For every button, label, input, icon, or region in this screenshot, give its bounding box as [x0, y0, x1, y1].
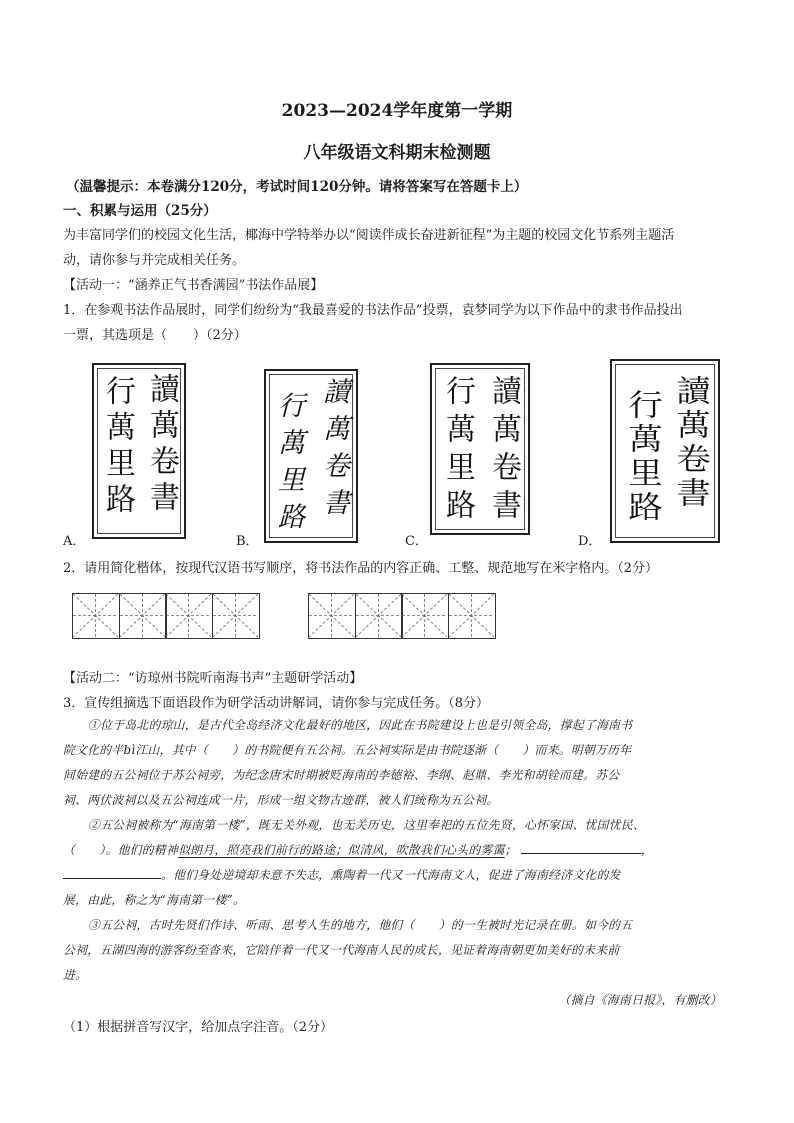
calligraphy-b-right-text: 讀萬卷書: [318, 377, 349, 525]
passage3-line2: 公祠，五湖四海的游客纷至沓来，它陪伴着一代又一代海南人民的成长，见证着海南朝更加美好的未来前: [63, 943, 620, 957]
question3-text: 3．宣传组摘选下面语段作为研学活动讲解词，请你参与完成任务。（8分）: [63, 696, 490, 711]
calligraphy-d-right-column: [669, 375, 710, 511]
passage2-line3-text: 。他们身处逆境却未意不失志，熏陶着一代又一代海南文人，促进了海南经济文化的发: [161, 868, 621, 882]
mizi-cell[interactable]: [72, 593, 120, 639]
passage2-line2: [63, 841, 653, 858]
mizi-cell[interactable]: [165, 593, 213, 639]
passage2-line3: [63, 866, 621, 883]
calligraphy-card-b: [264, 369, 358, 543]
calligraphy-c-left-column: [440, 375, 475, 527]
option-d-label: D．: [578, 534, 602, 549]
passage2-line2-semicolon: ；: [504, 843, 517, 857]
option-a-label: A．: [63, 534, 86, 549]
section1-intro-line1: 为丰富同学们的校园文化生活，椰海中学特举办以“阅读伴成长奋进新征程”为主题的校园文化节系列主题活: [63, 228, 675, 243]
passage-source: （摘自《海南日报》，有删改）: [558, 993, 722, 1007]
mizi-cell[interactable]: [355, 593, 403, 639]
question2-text: 2．请用简化楷体，按现代汉语书写顺序，将书法作品的内容正确、工整、规范地写在米字格内。（2分）: [63, 561, 659, 576]
calligraphy-a-left-column: [100, 375, 135, 519]
passage2-underlined-sentence: 似朗月，照亮我们前行的路途；似清风，吹散我们心头的雾霭: [178, 843, 505, 857]
passage2-line1: ②五公祠被称为“海南第一楼”，既无关外观，也无关历史，这里奉祀的五位先贤，心怀家国、忧国忧民、: [88, 818, 646, 832]
passage1-line1: ①位于岛北的琼山，是古代全岛经济文化最好的地区，因此在书院建设上也是引领全岛，撑起了海南书: [88, 718, 633, 732]
passage1-line4: 祠、两伏波祠以及五公祠连成一片，形成一组文物古迹群，被人们统称为五公祠。: [63, 793, 499, 807]
calligraphy-d-left-text: 行萬里路: [621, 389, 662, 525]
passage3-line1: ③五公祠，古时先贤们作诗、听雨、思考人生的地方，他们（ ）的一生被时光记录在册。如今的五: [88, 918, 633, 932]
passage2-line4: 展，由此，称之为“海南第一楼”。: [63, 893, 246, 907]
calligraphy-b-left-text: 行萬里路: [273, 391, 304, 539]
mizi-cell[interactable]: [401, 593, 449, 639]
calligraphy-b-left-column: [275, 391, 302, 539]
subquestion1-text: （1）根据拼音写汉字，给加点字注音。（2分）: [63, 1020, 334, 1035]
mizi-cell[interactable]: [212, 593, 260, 639]
calligraphy-b-right-column: [320, 377, 347, 525]
calligraphy-card-d: [610, 359, 720, 543]
calligraphy-c-right-text: 讀萬卷書: [486, 375, 521, 527]
question1-line1: 1．在参观书法作品展时，同学们纷纷为“我最喜爱的书法作品”投票，袁梦同学为以下作品中的隶书作品投出: [63, 303, 683, 318]
mizi-cell[interactable]: [308, 593, 356, 639]
calligraphy-card-c: [430, 363, 530, 535]
fill-blank-2[interactable]: [63, 866, 161, 879]
calligraphy-c-right-column: [486, 375, 521, 527]
calligraphy-a-left-text: 行萬里路: [100, 375, 135, 519]
question1-line2: 一票，其选项是（ ）（2分）: [63, 328, 247, 343]
calligraphy-a-right-text: 讀萬卷書: [144, 373, 179, 517]
mizi-grid-right[interactable]: [308, 593, 494, 639]
exam-title-line2: 八年级语文科期末检测题: [303, 143, 491, 163]
passage1-line3: 间始建的五公祠位于苏公祠旁，为纪念唐宋时期被贬海南的李德裕、李纲、赵鼎、李光和胡铨而建。苏公: [63, 768, 620, 782]
mizi-grid-left[interactable]: [72, 593, 258, 639]
option-b-label: B．: [236, 534, 259, 549]
option-c-label: C．: [405, 534, 428, 549]
exam-title-line1: 2023—2024学年度第一学期: [281, 101, 513, 121]
passage1-line2: 院文化的半bì江山，其中（ ）的书院便有五公祠。五公祠实际是由书院逐渐（ ）而来。明朝万历年: [63, 743, 632, 757]
passage2-line2-comma: ，: [640, 843, 653, 857]
passage3-line3: 进。: [63, 968, 88, 982]
calligraphy-d-right-text: 讀萬卷書: [669, 375, 710, 511]
mizi-cell[interactable]: [119, 593, 167, 639]
exam-notice: （温馨提示：本卷满分120分，考试时间120分钟。请将答案写在答题卡上）: [66, 179, 528, 195]
calligraphy-c-left-text: 行萬里路: [440, 375, 475, 527]
calligraphy-a-right-column: [144, 373, 179, 517]
mizi-cell[interactable]: [448, 593, 496, 639]
section1-intro-line2: 动，请你参与并完成相关任务。: [63, 253, 246, 268]
section1-heading: 一、积累与运用（25分）: [63, 203, 217, 219]
calligraphy-card-a: [92, 363, 186, 539]
activity1-heading: 【活动一：“涵养正气书香满园”书法作品展】: [63, 278, 324, 293]
fill-blank-1[interactable]: [521, 841, 641, 854]
activity2-heading: 【活动二：“访琼州书院听南海书声”主题研学活动】: [63, 671, 363, 686]
calligraphy-d-left-column: [621, 389, 662, 525]
passage2-line2-start: （ ）。他们的精神: [63, 843, 179, 857]
